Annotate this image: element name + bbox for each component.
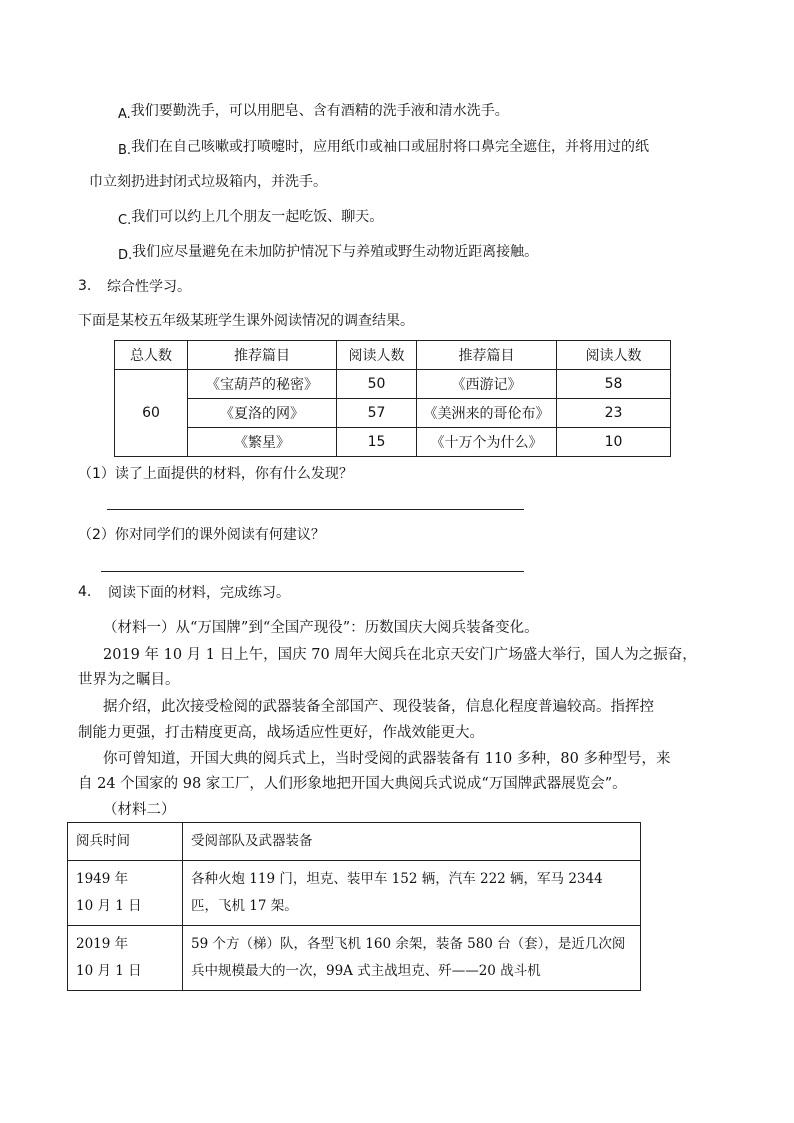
material-1-paragraph-1: 2019 年 10 月 1 日上午，国庆 70 周年大阅兵在北京天安门广场盛大举行，国人为之振奋， [103, 647, 697, 663]
reader-count: 15 [337, 428, 417, 457]
reader-count: 57 [337, 399, 417, 428]
answer-line-1[interactable] [107, 509, 524, 510]
parade-equipment: 各种火炮 119 门，坦克、装甲车 152 辆，汽车 222 辆，军马 2344 匹，飞机 17 架。 [183, 861, 641, 926]
header-book: 推荐篇目 [188, 341, 337, 370]
q3-number: 3. [78, 278, 92, 294]
option-a [118, 100, 509, 120]
table-row [115, 428, 671, 457]
parade-date [68, 926, 183, 991]
reader-count: 10 [557, 428, 671, 457]
option-d [118, 241, 538, 261]
q3-title: 综合性学习。 [107, 279, 191, 295]
parade-equipment: 59 个方（梯）队，各型飞机 160 余架，装备 580 台（套），是近几次阅兵中规模最大的一次，99A 式主战坦克、歼——20 战斗机 [183, 926, 641, 991]
table-row [115, 399, 671, 428]
material-1-paragraph-1-cont: 世界为之瞩目。 [78, 672, 180, 688]
answer-line-2[interactable] [101, 571, 524, 572]
book-title: 《夏洛的网》 [188, 399, 337, 428]
option-b-continued: 巾立刻扔进封闭式垃圾箱内，并洗手。 [89, 174, 327, 190]
q3-subquestion-1: （1）读了上面提供的材料，你有什么发现？ [78, 466, 353, 482]
parade-day: 10 月 1 日 [76, 898, 142, 914]
q3-intro: 下面是某校五年级某班学生课外阅读情况的调查结果。 [78, 313, 414, 329]
material-1-paragraph-2-cont: 制能力更强，打击精度更高，战场适应性更好，作战效能更大。 [78, 725, 484, 741]
option-letter: A. [118, 107, 131, 122]
q4-number: 4. [78, 584, 92, 600]
header-readers: 阅读人数 [337, 341, 417, 370]
table-header-row [68, 823, 641, 861]
option-letter: D. [118, 248, 133, 263]
q3-subquestion-2: （2）你对同学们的课外阅读有何建议？ [78, 527, 325, 543]
option-text: 我们在自己咳嗽或打喷嚏时，应用纸巾或袖口或屈肘将口鼻完全遮住，并将用过的纸 [131, 139, 650, 155]
book-title: 《十万个为什么》 [417, 428, 557, 457]
header-troops-equipment: 受阅部队及武器装备 [183, 823, 641, 861]
book-title: 《西游记》 [417, 370, 557, 399]
parade-date [68, 861, 183, 926]
option-b [118, 136, 649, 156]
parade-year: 2019 年 [76, 936, 129, 952]
book-title: 《繁星》 [188, 428, 337, 457]
table-header-row [115, 341, 671, 370]
table-row [68, 926, 641, 991]
option-letter: B. [118, 143, 132, 158]
option-c [118, 206, 383, 226]
header-total: 总人数 [115, 341, 188, 370]
header-parade-time: 阅兵时间 [68, 823, 183, 861]
option-letter: C. [118, 213, 132, 228]
material-1-paragraph-3-cont: 自 24 个国家的 98 家工厂，人们形象地把开国大典阅兵式说成“万国牌武器展览会”。 [78, 776, 627, 792]
book-title: 《美洲来的哥伦布》 [417, 399, 557, 428]
parade-day: 10 月 1 日 [76, 963, 142, 979]
reader-count: 50 [337, 370, 417, 399]
book-title: 《宝葫芦的秘密》 [188, 370, 337, 399]
header-book: 推荐篇目 [417, 341, 557, 370]
reading-survey-table [114, 340, 671, 457]
option-text: 我们可以约上几个朋友一起吃饭、聊天。 [131, 209, 384, 225]
header-readers: 阅读人数 [557, 341, 671, 370]
parade-comparison-table [67, 822, 641, 991]
material-1-paragraph-3: 你可曾知道，开国大典的阅兵式上，当时受阅的武器装备有 110 多种，80 多种型号，来 [103, 751, 671, 767]
material-1-title: （材料一）从“万国牌”到“全国产现役”：历数国庆大阅兵装备变化。 [103, 620, 539, 636]
parade-year: 1949 年 [76, 871, 129, 887]
material-1-paragraph-2: 据介绍，此次接受检阅的武器装备全部国产、现役装备，信息化程度普遍较高。指挥控 [103, 699, 654, 715]
material-2-title: （材料二） [103, 802, 176, 818]
table-row [115, 370, 671, 399]
table-row [68, 861, 641, 926]
total-count: 60 [115, 370, 188, 457]
q4-title: 阅读下面的材料，完成练习。 [108, 585, 290, 601]
reader-count: 58 [557, 370, 671, 399]
reader-count: 23 [557, 399, 671, 428]
option-text: 我们要勤洗手，可以用肥皂、含有酒精的洗手液和清水洗手。 [130, 103, 509, 119]
option-text: 我们应尽量避免在未加防护情况下与养殖或野生动物近距离接触。 [132, 244, 539, 260]
